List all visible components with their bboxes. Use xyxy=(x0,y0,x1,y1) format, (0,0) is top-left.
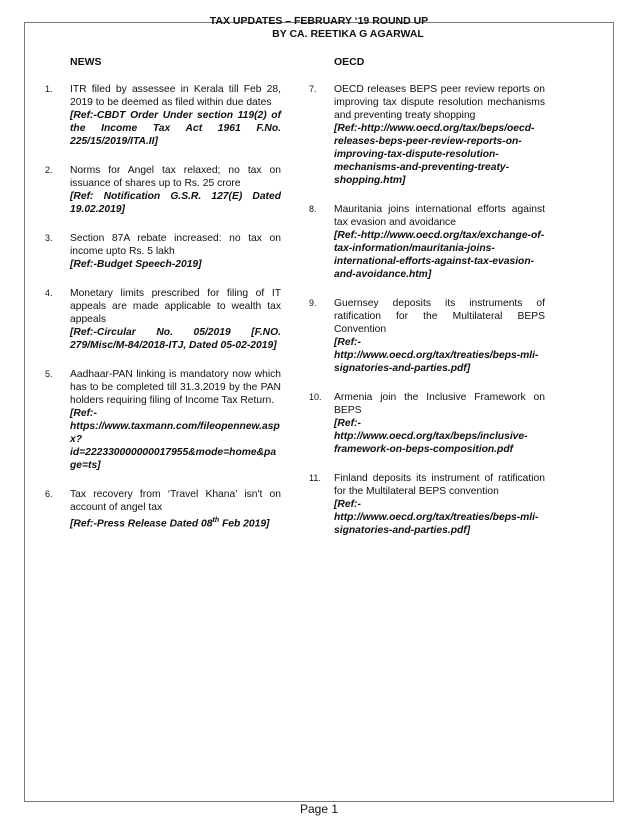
item-number: 10. xyxy=(309,392,322,402)
item-number: 6. xyxy=(45,489,53,499)
item-text: Armenia join the Inclusive Framework on BEPS xyxy=(334,392,545,416)
item-reference-link[interactable]: [Ref:-https://www.taxmann.com/fileopennew.aspx?id=222330000000017955&mode=home&page=ts] xyxy=(70,408,280,471)
news-item xyxy=(45,488,281,530)
news-heading: NEWS xyxy=(70,56,102,68)
item-number: 3. xyxy=(45,233,53,243)
oecd-item xyxy=(309,472,545,537)
item-text: Norms for Angel tax relaxed; no tax on issuance of shares up to Rs. 25 crore xyxy=(70,165,281,189)
oecd-column xyxy=(309,56,545,553)
news-item xyxy=(45,83,281,148)
item-reference-link[interactable]: [Ref:-http://www.oecd.org/tax/treaties/beps-mli-signatories-and-parties.pdf] xyxy=(334,337,539,374)
item-number: 7. xyxy=(309,84,317,94)
news-item xyxy=(45,232,281,271)
oecd-item xyxy=(309,297,545,375)
item-text: Finland deposits its instrument of ratification for the Multilateral BEPS convention xyxy=(334,473,545,497)
item-number: 1. xyxy=(45,84,53,94)
item-reference-link[interactable]: [Ref:-http://www.oecd.org/tax/treaties/beps-mli-signatories-and-parties.pdf] xyxy=(334,499,539,536)
item-reference: [Ref:-Budget Speech-2019] xyxy=(70,259,202,270)
ordinal-suffix: th xyxy=(212,517,220,524)
news-item xyxy=(45,368,281,472)
oecd-item xyxy=(309,83,545,187)
item-reference: [Ref:-CBDT Order Under section 119(2) of the Income Tax Act 1961 F.No. 225/15/2019/ITA.II] xyxy=(70,110,281,147)
item-reference xyxy=(70,514,281,530)
author-line: BY CA. REETIKA G AGARWAL xyxy=(272,28,424,40)
item-reference-link[interactable]: [Ref:-http://www.oecd.org/tax/exchange-of-tax-information/mauritania-joins-international-efforts-against-tax-evasion-and-avoidance.htm] xyxy=(334,230,545,280)
document-header xyxy=(0,15,638,41)
item-number: 5. xyxy=(45,369,53,379)
reference-text: [Ref:-Press Release Dated 08 xyxy=(70,518,213,530)
item-text: Monetary limits prescribed for filing of IT appeals are made applicable to wealth tax appeals xyxy=(70,288,281,325)
item-text: ITR filed by assessee in Kerala till Feb 28, 2019 to be deemed as filed within due dates xyxy=(70,84,281,108)
item-reference-link[interactable]: [Ref:-http://www.oecd.org/tax/beps/oecd-releases-beps-peer-review-reports-on-improving-tax-dispute-resolution-mechanisms-and-preventing-treaty-shopping.htm] xyxy=(334,123,535,186)
item-text: Mauritania joins international efforts against tax evasion and avoidance xyxy=(334,204,545,228)
item-reference: [Ref: Notification G.S.R. 127(E) Dated 19.02.2019] xyxy=(70,191,281,215)
item-text: Guernsey deposits its instruments of ratification for the Multilateral BEPS Convention xyxy=(334,298,545,335)
news-item xyxy=(45,164,281,216)
news-item xyxy=(45,287,281,352)
oecd-heading: OECD xyxy=(334,56,365,68)
item-text: Aadhaar-PAN linking is mandatory now which has to be completed till 31.3.2019 by the PAN holders requiring filing of Income Tax Return. xyxy=(70,369,281,406)
item-number: 4. xyxy=(45,288,53,298)
item-reference-link[interactable]: [Ref:-http://www.oecd.org/tax/beps/inclusive-framework-on-beps-composition.pdf xyxy=(334,418,528,455)
item-number: 9. xyxy=(309,298,317,308)
item-text: Tax recovery from ‘Travel Khana’ isn't on account of angel tax xyxy=(70,489,281,513)
item-text: Section 87A rebate increased: no tax on income upto Rs. 5 lakh xyxy=(70,233,281,257)
reference-text: Feb 2019] xyxy=(219,518,270,530)
oecd-item xyxy=(309,203,545,281)
item-number: 8. xyxy=(309,204,317,214)
item-number: 11. xyxy=(309,473,321,483)
item-number: 2. xyxy=(45,165,53,175)
oecd-item xyxy=(309,391,545,456)
news-column xyxy=(45,56,281,546)
page-number: Page 1 xyxy=(299,802,339,816)
item-text: OECD releases BEPS peer review reports on improving tax dispute resolution mechanisms and preventing treaty shopping xyxy=(334,84,545,121)
document-title: TAX UPDATES – FEBRUARY ‘19 ROUND UP xyxy=(209,15,429,27)
item-reference: [Ref:-Circular No. 05/2019 [F.NO. 279/Misc/M-84/2018-ITJ, Dated 05-02-2019] xyxy=(70,327,281,351)
